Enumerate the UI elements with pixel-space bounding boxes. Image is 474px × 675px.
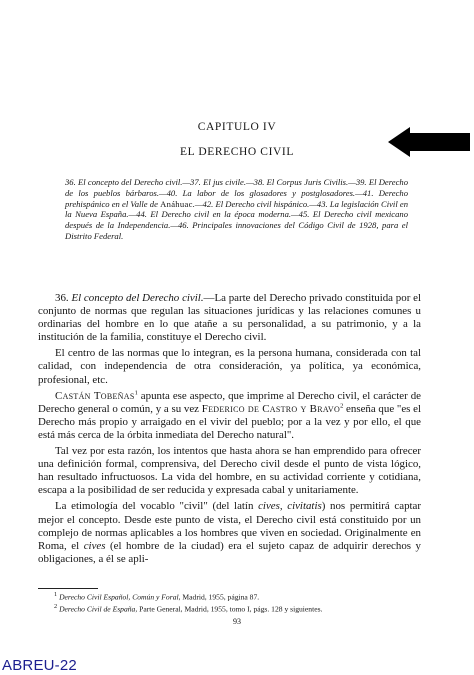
paragraph-3 [38,390,421,442]
page-number: 93 [233,617,241,626]
footnote-1-rest: Madrid, 1955, página 87. [180,592,260,602]
author-de-castro: Federico de Castro y Bravo [201,402,341,415]
footnote-divider [38,588,98,589]
footnote-ref-1: 1 [134,389,138,397]
section-number: 36. [55,292,72,304]
chapter-summary [65,177,408,242]
footnote-2-title: Derecho Civil de España, [59,604,138,614]
paragraph-5-text-a: La etimología del vocablo "civil" (del latín [55,500,259,513]
body-text [38,292,421,569]
paragraph-2: El centro de las normas que lo integran, es la persona humana, considerada con tal calidad, con independencia de otra consideración, ya política, ya económica, profesional, etc. [38,347,421,386]
chapter-title: EL DERECHO CIVIL [180,146,294,158]
footnotes [38,590,421,614]
summary-part-2: .—42. El Derecho civil hispánico.—43. La legislación Civil en la Nueva España.—44. El Derecho civil en la época moderna.—45. El Derecho civil mexicano después de la Independencia.—46. Principales innovaciones del Código Civil de 1928, para el Distrito Federal. [65,198,408,241]
paragraph-3-text-a: apunta ese aspecto, que imprime al Derecho civil, el carácter de Derecho general o común, y a su vez [38,389,421,415]
paragraph-4: Tal vez por esta razón, los intentos que hasta ahora se han emprendido para ofrecer una definición formal, comprensiva, del Derecho civil desde el punto de vista lógico, han resultado infructuosos. La vida del hombre, en su actividad corriente y cotidiana, escapa a la posibilidad de ser reducida y expresada cabal y unitariamente. [38,445,421,497]
paragraph-3-text-b: enseña que "es el Derecho más propio y arraigado en el vivir del pueblo; por a la vez y por ello, el que está más cerca de la órbita inmediata del Derecho natural". [38,402,422,441]
author-castan: Castán Tobeñas [55,389,135,402]
paragraph-5-text-b: ) nos permitirá captar mejor el concepto. Desde este punto de vista, el Derecho civil está constituido por un complejo de normas aplicables a los hombres que viven en sociedad. Originalmente en Roma, el [38,500,421,552]
summary-anahuac: Anáhuac [160,198,193,209]
arrow-pointer-icon [388,125,470,159]
footnote-2-number: 2 [54,602,58,610]
chapter-label: CAPITULO IV [197,121,277,133]
footnote-2 [38,602,421,614]
abreu-stamp: ABREU-22 [2,657,77,674]
summary-part-1: 36. El concepto del Derecho civil.—37. El jus civile.—38. El Corpus Juris Civilis.—39. El Derecho de los pueblos bárbaros.—40. La labor de los glosadores y postglosadores.—41. Derecho prehispánico en el Valle de [65,177,408,209]
footnote-1 [38,590,421,602]
paragraph-5-text-c: (el hombre de la ciudad) era el sujeto capaz de adquirir derechos y obligaciones, a él se apli- [38,539,421,565]
paragraph-5 [38,500,421,565]
paragraph-36 [38,292,421,344]
cives-term: cives [83,539,106,552]
footnote-1-title: Derecho Civil Español, Común y Foral, [59,592,181,602]
paragraph-36-text: —La parte del Derecho privado constituida por el conjunto de normas que regulan las situaciones jurídicas y las relaciones comunes u ordinarias del hombre en lo que atañe a su personalidad, a su patrimonio, y a la institución de la familia, constituye el Derecho civil. [38,292,421,344]
footnote-ref-2: 2 [340,402,344,410]
latin-term: cives, civitatis [258,500,322,513]
section-heading: El concepto del Derecho civil. [71,292,204,304]
footnote-2-rest: Parte General, Madrid, 1955, tomo I, págs. 128 y siguientes. [137,604,323,614]
footnote-1-number: 1 [54,591,58,598]
